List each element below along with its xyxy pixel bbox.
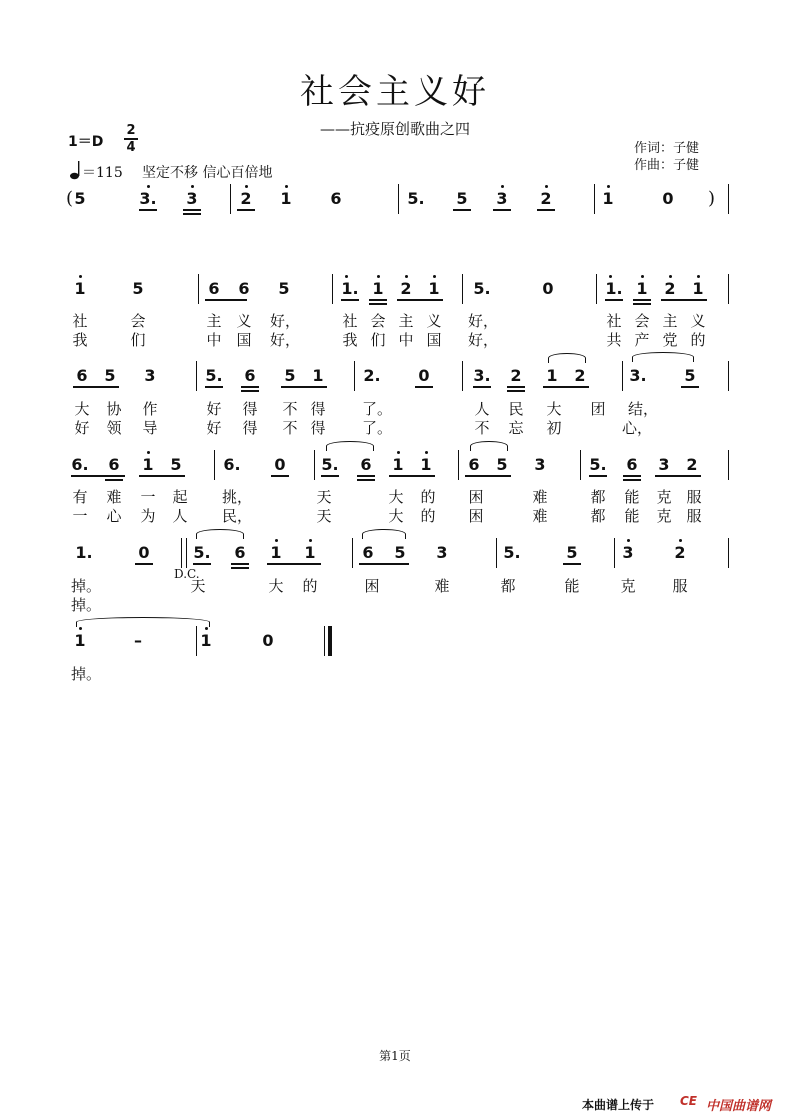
lyric: 产 [634, 331, 650, 349]
note: 1 [687, 279, 709, 299]
note: 6 [621, 455, 643, 475]
tempo-marking: ＝115 [82, 165, 123, 181]
lyric: 好， [270, 331, 301, 349]
staff-line-4 [0, 455, 790, 485]
page-number: 第1页 [379, 1049, 411, 1063]
note: 2 [669, 543, 691, 563]
bar-line [462, 274, 463, 304]
slur-mark [470, 441, 508, 451]
lyric: 得 [310, 419, 326, 437]
bar-line [181, 538, 182, 568]
lyric: 服 [686, 507, 702, 525]
lyric: 的 [302, 577, 318, 595]
note: 5 [170, 455, 182, 474]
time-signature [124, 124, 138, 154]
note: 0 [662, 189, 674, 208]
intro-open-paren: ( [66, 188, 74, 209]
final-bar-thick [328, 626, 332, 656]
page-title: 社会主义好 [300, 72, 490, 112]
note: 1 [415, 455, 437, 475]
note: 1. [75, 543, 93, 562]
note: 6 [463, 455, 485, 475]
note: 1. [603, 279, 625, 299]
slur-mark [196, 529, 244, 539]
lyric: 初 [546, 419, 562, 437]
staff-line-6 [0, 631, 790, 661]
note: 6. [223, 455, 241, 474]
lyric: 好， [468, 331, 499, 349]
tie-mark [76, 617, 210, 627]
note: 0 [413, 366, 435, 386]
lyric: 党 [662, 331, 678, 349]
lyric: 大 [388, 507, 404, 525]
lyric: 克 [656, 507, 672, 525]
expression-marking: 坚定不移 信心百倍地 [142, 165, 273, 181]
lyric: 共 [606, 331, 622, 349]
site-name[interactable]: 中国曲谱网 [706, 1099, 772, 1114]
lyric: 的 [420, 488, 436, 506]
note: 5. [587, 455, 609, 475]
note: 1 [631, 279, 653, 299]
bar-line [196, 361, 197, 391]
note: 0 [262, 631, 274, 650]
lyric: 天 [316, 507, 332, 525]
note: 1 [541, 366, 563, 386]
note: 5 [132, 279, 144, 298]
lyric: 能 [564, 577, 580, 595]
lyric: 大 [268, 577, 284, 595]
note: 6 [203, 279, 225, 299]
dc-marking: D.C. [174, 567, 200, 581]
note: 1. [339, 279, 361, 299]
lyric: 领 [106, 419, 122, 437]
note: 2 [395, 279, 417, 299]
lyric: 掉。 [70, 577, 101, 595]
bar-line [332, 274, 333, 304]
bar-line [186, 538, 187, 568]
bar-line [594, 184, 595, 214]
note: 0 [542, 279, 554, 298]
lyric: 得 [242, 400, 258, 418]
lyric: 团 [590, 400, 606, 418]
lyric: 得 [310, 400, 326, 418]
lyric: 民， [222, 507, 253, 525]
lyric: 不 [474, 419, 490, 437]
lyric: 都 [500, 577, 516, 595]
lyric: 好， [270, 312, 301, 330]
lyric: 能 [624, 488, 640, 506]
slur-mark [362, 529, 406, 539]
note: 5. [503, 543, 521, 562]
lyric: 我 [72, 331, 88, 349]
lyric: 的 [420, 507, 436, 525]
bar-line [622, 361, 623, 391]
note: 1 [69, 279, 91, 299]
lyric: 好， [468, 312, 499, 330]
note: 1 [137, 455, 159, 475]
lyrics-line-5 [0, 575, 790, 615]
note: 3 [653, 455, 675, 475]
note: 6 [71, 366, 93, 386]
bar-line [198, 274, 199, 304]
note: 6 [238, 279, 250, 298]
lyrics-line-2 [0, 310, 790, 350]
lyric: 心， [622, 419, 653, 437]
bar-line [728, 450, 729, 480]
lyric: 大 [74, 400, 90, 418]
staff-line-2 [0, 279, 790, 309]
note: 1 [265, 543, 287, 563]
lyric: 人 [474, 400, 490, 418]
lyric: 社 [606, 312, 622, 330]
bar-line [728, 274, 729, 304]
lyric: 会 [634, 312, 650, 330]
slur-mark [632, 352, 694, 362]
key-signature: 1＝D [68, 134, 104, 150]
note: 3. [137, 189, 159, 209]
note: 3 [491, 189, 513, 209]
lyric: 好 [206, 400, 222, 418]
page-subtitle: ——抗疫原创歌曲之四 [319, 120, 470, 138]
final-bar-thin [324, 626, 325, 656]
note: 1 [275, 189, 297, 209]
bar-line [728, 538, 729, 568]
lyrics-line-3 [0, 398, 790, 438]
lyric: 作 [142, 400, 158, 418]
lyric: 都 [590, 488, 606, 506]
lyric: 会 [130, 312, 146, 330]
lyric: 一 [140, 488, 156, 506]
lyric: 民 [508, 400, 524, 418]
note: 5. [407, 189, 425, 208]
lyric: 起 [172, 488, 188, 506]
lyric: 服 [672, 577, 688, 595]
note: 5 [561, 543, 583, 563]
slur-mark [326, 441, 374, 451]
note: 2 [235, 189, 257, 209]
bar-line [728, 361, 729, 391]
lyric: 难 [532, 507, 548, 525]
lyric: 心 [106, 507, 122, 525]
staff-line-1 [0, 189, 790, 219]
lyrics-line-4 [0, 486, 790, 526]
lyrics-line-6 [0, 663, 790, 685]
note: 3 [181, 189, 203, 209]
staff-line-5 [0, 543, 790, 573]
note: 2 [574, 366, 586, 385]
lyric: 忘 [508, 419, 524, 437]
lyric: 的 [690, 331, 706, 349]
lyric: 人 [172, 507, 188, 525]
note: 0 [133, 543, 155, 563]
lyric: 国 [236, 331, 252, 349]
lyric: 天 [316, 488, 332, 506]
note: 2 [686, 455, 698, 474]
note: 3 [534, 455, 546, 474]
note: 1 [367, 279, 389, 299]
bar-line [462, 361, 463, 391]
lyric: 主 [662, 312, 678, 330]
lyric: 不 [282, 400, 298, 418]
lyric: 社 [342, 312, 358, 330]
lyric: 不 [282, 419, 298, 437]
note: 3 [436, 543, 448, 562]
lyric: 会 [370, 312, 386, 330]
lyric: 社 [72, 312, 88, 330]
note: 5 [104, 366, 116, 385]
lyric: 为 [140, 507, 156, 525]
lyric: 天 [190, 577, 206, 595]
bar-line [354, 361, 355, 391]
lyric: 了。 [362, 400, 393, 418]
lyric: 能 [624, 507, 640, 525]
note: 5. [319, 455, 341, 475]
note: 5 [279, 366, 301, 386]
bar-line [596, 274, 597, 304]
note: 5 [278, 279, 290, 298]
lyric: 得 [242, 419, 258, 437]
lyric: 有 [72, 488, 88, 506]
lyric: 一 [72, 507, 88, 525]
note: 5 [74, 189, 86, 208]
lyric: 义 [426, 312, 442, 330]
note: 5 [496, 455, 508, 474]
note: 6 [330, 189, 342, 208]
note: 2 [535, 189, 557, 209]
lyric: 困 [468, 507, 484, 525]
lyric: 大 [546, 400, 562, 418]
note: 6 [355, 455, 377, 475]
note: 5 [679, 366, 701, 386]
bar-line [398, 184, 399, 214]
lyric: 导 [142, 419, 158, 437]
lyric: 挑， [222, 488, 253, 506]
note: 3 [617, 543, 639, 563]
time-denominator: 4 [126, 139, 136, 155]
note: 5. [203, 366, 225, 386]
lyric: 克 [656, 488, 672, 506]
note: 5 [394, 543, 406, 562]
lyric: 主 [398, 312, 414, 330]
note: 2. [363, 366, 381, 385]
lyric: 服 [686, 488, 702, 506]
lyric: 结， [628, 400, 659, 418]
lyric: 了。 [362, 419, 393, 437]
bar-line [214, 450, 215, 480]
note: 5. [191, 543, 213, 563]
lyric: 国 [426, 331, 442, 349]
note: 6 [229, 543, 251, 563]
lyric: 中 [398, 331, 414, 349]
note: 5 [451, 189, 473, 209]
lyric: 好 [206, 419, 222, 437]
bar-line [496, 538, 497, 568]
note: 5. [473, 279, 491, 298]
note: 6 [357, 543, 379, 563]
lyricist-credit: 作词：子健 [634, 141, 700, 156]
bar-line [580, 450, 581, 480]
bar-line [728, 184, 729, 214]
lyric: 协 [106, 400, 122, 418]
note: 3. [629, 366, 647, 385]
lyric: 难 [532, 488, 548, 506]
note: 6 [103, 455, 125, 475]
note: 1 [312, 366, 324, 385]
bar-line [230, 184, 231, 214]
quarter-note-icon [70, 160, 82, 184]
note: 1 [597, 189, 619, 209]
lyric: 们 [130, 331, 146, 349]
note: 1 [387, 455, 409, 475]
time-numerator: 2 [126, 123, 136, 138]
lyric: 掉。 [70, 665, 101, 683]
bar-line [458, 450, 459, 480]
note: 1 [299, 543, 321, 563]
bar-line [352, 538, 353, 568]
lyric: 义 [236, 312, 252, 330]
lyric: 困 [364, 577, 380, 595]
staff-line-3 [0, 366, 790, 396]
note: – [134, 631, 142, 650]
bar-line [614, 538, 615, 568]
lyric: 们 [370, 331, 386, 349]
lyric: 难 [434, 577, 450, 595]
site-logo-icon: CE [680, 1094, 698, 1108]
lyric: 困 [468, 488, 484, 506]
lyric: 都 [590, 507, 606, 525]
note: 2 [659, 279, 681, 299]
bar-line [314, 450, 315, 480]
note: 1 [195, 631, 217, 651]
lyric: 义 [690, 312, 706, 330]
lyric: 克 [620, 577, 636, 595]
note: 0 [269, 455, 291, 475]
lyric: 中 [206, 331, 222, 349]
composer-credit: 作曲：子健 [634, 158, 700, 173]
note: 6. [69, 455, 91, 475]
lyric: 我 [342, 331, 358, 349]
lyric: 掉。 [70, 596, 101, 614]
note: 3 [144, 366, 156, 385]
lyric: 主 [206, 312, 222, 330]
note: 3. [471, 366, 493, 386]
upload-notice: 本曲谱上传于 [582, 1098, 655, 1112]
slur-mark [548, 353, 586, 363]
lyric: 好 [74, 419, 90, 437]
note: 1 [69, 631, 91, 651]
note: 1 [423, 279, 445, 299]
lyric: 难 [106, 488, 122, 506]
intro-close-paren: ) [708, 188, 716, 209]
note: 2 [505, 366, 527, 386]
note: 6 [239, 366, 261, 386]
lyric: 大 [388, 488, 404, 506]
